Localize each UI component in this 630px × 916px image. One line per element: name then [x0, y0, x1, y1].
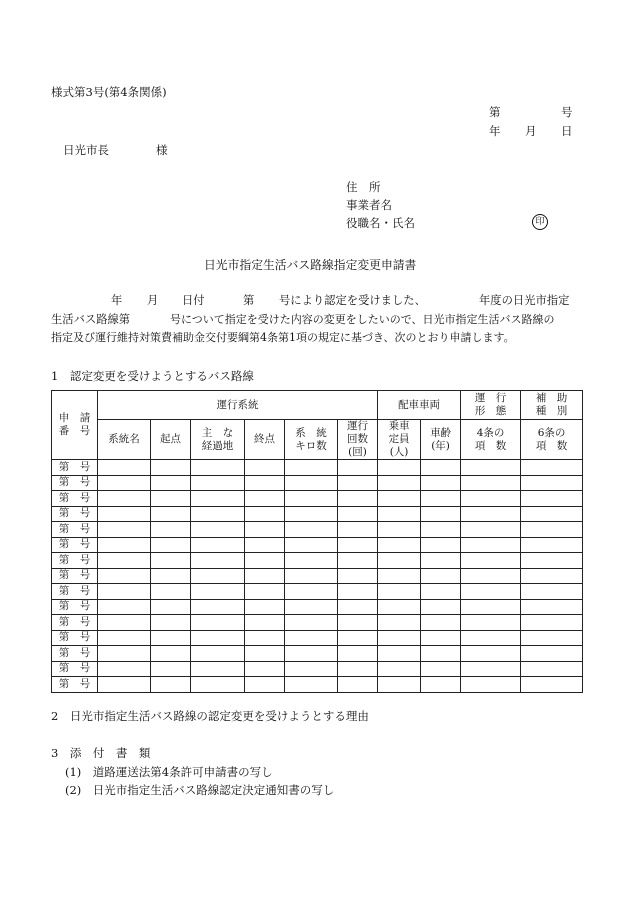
table-cell	[521, 491, 583, 507]
table-cell	[421, 491, 461, 507]
table-row	[52, 537, 583, 553]
table-cell	[285, 615, 338, 631]
section2-heading: 2 日光市指定生活バス路線の認定変更を受けようとする理由	[51, 709, 369, 723]
table-cell	[338, 584, 378, 600]
table-cell	[98, 615, 151, 631]
table-cell	[378, 568, 421, 584]
table-cell	[378, 630, 421, 646]
table-cell	[378, 553, 421, 569]
header-start: 起点	[151, 420, 191, 460]
table-cell	[98, 584, 151, 600]
body-l1a: 年	[111, 294, 123, 307]
table-cell	[461, 568, 521, 584]
row-application-number: 第 号	[52, 599, 98, 615]
table-cell	[461, 475, 521, 491]
row-application-number: 第 号	[52, 661, 98, 677]
body-l1d: 第	[243, 294, 255, 307]
attachment-2: (2) 日光市指定生活バス路線認定決定通知書の写し	[65, 783, 335, 797]
date-month: 月	[525, 124, 537, 138]
table-cell	[378, 615, 421, 631]
table-cell	[151, 615, 191, 631]
body-l3: 指定及び運行維持対策費補助金交付要綱第4条第1項の規定に基づき、次のとおり申請します。	[51, 331, 515, 344]
table-cell	[378, 522, 421, 538]
header-trips: 運行 回数 (回)	[338, 420, 378, 460]
table-cell	[285, 599, 338, 615]
row-application-number: 第 号	[52, 630, 98, 646]
table-cell	[421, 506, 461, 522]
table-cell	[151, 584, 191, 600]
table-cell	[421, 646, 461, 662]
table-cell	[461, 677, 521, 693]
header-route-name: 系統名	[98, 420, 151, 460]
row-application-number: 第 号	[52, 584, 98, 600]
applicant-title-name: 役職名・氏名	[346, 216, 415, 230]
table-cell	[378, 599, 421, 615]
doc-no-dai: 第	[489, 105, 501, 119]
row-application-number: 第 号	[52, 475, 98, 491]
table-cell	[151, 568, 191, 584]
table-row	[52, 584, 583, 600]
table-cell	[98, 553, 151, 569]
body-l2b: 号について指定を受けた内容の変更をしたいので、日光市指定生活バス路線の	[170, 313, 555, 326]
body-l1c: 日付	[182, 294, 205, 307]
table-cell	[98, 568, 151, 584]
table-row	[52, 568, 583, 584]
table-cell	[245, 568, 285, 584]
table-cell	[151, 646, 191, 662]
row-application-number: 第 号	[52, 677, 98, 693]
header-capacity: 乗車 定員 (人)	[378, 420, 421, 460]
doc-no-go: 号	[561, 105, 573, 119]
header-art4: 4条の 項 数	[461, 420, 521, 460]
table-cell	[338, 630, 378, 646]
table-cell	[191, 661, 245, 677]
row-application-number: 第 号	[52, 491, 98, 507]
header-art6: 6条の 項 数	[521, 420, 583, 460]
table-cell	[191, 584, 245, 600]
header-end: 終点	[245, 420, 285, 460]
table-cell	[421, 677, 461, 693]
table-cell	[521, 506, 583, 522]
table-cell	[151, 506, 191, 522]
table-row	[52, 522, 583, 538]
row-application-number: 第 号	[52, 460, 98, 476]
table-cell	[461, 599, 521, 615]
table-cell	[98, 491, 151, 507]
table-cell	[461, 460, 521, 476]
table-cell	[245, 491, 285, 507]
table-cell	[151, 599, 191, 615]
row-application-number: 第 号	[52, 537, 98, 553]
table-cell	[245, 460, 285, 476]
attachment-1: (1) 道路運送法第4条許可申請書の写し	[65, 765, 273, 779]
table-cell	[421, 630, 461, 646]
row-application-number: 第 号	[52, 506, 98, 522]
table-cell	[151, 475, 191, 491]
table-cell	[191, 646, 245, 662]
table-cell	[245, 646, 285, 662]
table-cell	[421, 537, 461, 553]
table-cell	[461, 506, 521, 522]
table-cell	[461, 615, 521, 631]
header-subsidy: 補 助 種 別	[521, 391, 583, 420]
table-row	[52, 630, 583, 646]
table-cell	[285, 568, 338, 584]
table-cell	[378, 677, 421, 693]
table-cell	[151, 522, 191, 538]
table-cell	[521, 475, 583, 491]
table-row	[52, 491, 583, 507]
table-cell	[151, 677, 191, 693]
table-cell	[98, 537, 151, 553]
table-cell	[461, 553, 521, 569]
table-cell	[245, 677, 285, 693]
table-cell	[521, 661, 583, 677]
table-cell	[151, 491, 191, 507]
table-cell	[191, 630, 245, 646]
table-cell	[421, 553, 461, 569]
table-cell	[461, 537, 521, 553]
table-cell	[285, 506, 338, 522]
table-cell	[98, 661, 151, 677]
row-application-number: 第 号	[52, 568, 98, 584]
table-cell	[245, 537, 285, 553]
table-cell	[151, 630, 191, 646]
table-cell	[245, 599, 285, 615]
header-vehicles: 配車車両	[378, 391, 461, 420]
table-cell	[338, 522, 378, 538]
bus-route-table	[51, 390, 583, 693]
document-title: 日光市指定生活バス路線指定変更申請書	[204, 258, 417, 272]
table-row	[52, 661, 583, 677]
table-cell	[285, 677, 338, 693]
table-cell	[191, 522, 245, 538]
table-cell	[378, 506, 421, 522]
table-row	[52, 460, 583, 476]
table-cell	[421, 661, 461, 677]
form-number: 様式第3号(第4条関係)	[51, 85, 167, 99]
table-cell	[338, 491, 378, 507]
table-cell	[378, 584, 421, 600]
section1-heading: 1 認定変更を受けようとするバス路線	[51, 369, 254, 383]
table-cell	[245, 522, 285, 538]
table-cell	[461, 491, 521, 507]
table-cell	[98, 460, 151, 476]
table-row	[52, 506, 583, 522]
body-l1f: 年度の日光市指定	[479, 294, 570, 307]
applicant-address: 住 所	[346, 180, 381, 194]
table-cell	[421, 568, 461, 584]
table-cell	[191, 568, 245, 584]
table-cell	[191, 506, 245, 522]
table-cell	[338, 646, 378, 662]
table-cell	[151, 553, 191, 569]
table-cell	[378, 537, 421, 553]
table-cell	[421, 475, 461, 491]
table-cell	[98, 475, 151, 491]
table-cell	[98, 646, 151, 662]
table-cell	[285, 646, 338, 662]
table-cell	[245, 506, 285, 522]
table-cell	[521, 537, 583, 553]
date-year: 年	[489, 124, 501, 138]
table-cell	[151, 460, 191, 476]
header-app-no: 申 請 番 号	[52, 391, 98, 460]
header-operation: 運 行 形 態	[461, 391, 521, 420]
table-cell	[285, 460, 338, 476]
table-cell	[338, 537, 378, 553]
table-cell	[338, 475, 378, 491]
header-route-system: 運行系統	[98, 391, 378, 420]
applicant-business: 事業者名	[346, 198, 392, 212]
header-km: 系 統 キロ数	[285, 420, 338, 460]
table-cell	[285, 661, 338, 677]
table-cell	[421, 522, 461, 538]
table-cell	[191, 491, 245, 507]
table-row	[52, 615, 583, 631]
table-cell	[285, 537, 338, 553]
header-age: 車齢 (年)	[421, 420, 461, 460]
table-cell	[191, 677, 245, 693]
table-cell	[151, 537, 191, 553]
seal-icon: 印	[532, 214, 548, 230]
table-cell	[338, 460, 378, 476]
table-cell	[285, 584, 338, 600]
table-cell	[521, 677, 583, 693]
table-cell	[191, 553, 245, 569]
table-cell	[285, 491, 338, 507]
table-cell	[461, 522, 521, 538]
table-row	[52, 677, 583, 693]
table-cell	[461, 661, 521, 677]
table-cell	[521, 568, 583, 584]
table-cell	[191, 599, 245, 615]
table-cell	[285, 553, 338, 569]
table-cell	[521, 646, 583, 662]
table-cell	[245, 661, 285, 677]
table-cell	[338, 553, 378, 569]
section3-heading: 3 添 付 書 類	[51, 746, 151, 760]
table-cell	[285, 475, 338, 491]
table-cell	[245, 475, 285, 491]
table-cell	[151, 661, 191, 677]
table-cell	[521, 584, 583, 600]
table-cell	[338, 677, 378, 693]
row-application-number: 第 号	[52, 522, 98, 538]
table-cell	[461, 646, 521, 662]
table-cell	[421, 615, 461, 631]
body-l2a: 生活バス路線第	[51, 313, 131, 326]
table-cell	[98, 677, 151, 693]
table-cell	[521, 615, 583, 631]
table-cell	[338, 661, 378, 677]
table-cell	[98, 630, 151, 646]
table-cell	[521, 553, 583, 569]
row-application-number: 第 号	[52, 615, 98, 631]
table-cell	[191, 615, 245, 631]
table-row	[52, 599, 583, 615]
table-cell	[98, 506, 151, 522]
table-cell	[191, 537, 245, 553]
table-cell	[378, 646, 421, 662]
table-cell	[245, 553, 285, 569]
table-cell	[98, 522, 151, 538]
table-cell	[378, 491, 421, 507]
table-cell	[421, 584, 461, 600]
table-cell	[378, 460, 421, 476]
table-cell	[191, 475, 245, 491]
table-cell	[378, 475, 421, 491]
table-cell	[338, 615, 378, 631]
table-cell	[521, 630, 583, 646]
table-row	[52, 475, 583, 491]
row-application-number: 第 号	[52, 553, 98, 569]
table-cell	[338, 568, 378, 584]
table-cell	[521, 522, 583, 538]
table-cell	[245, 630, 285, 646]
table-row	[52, 646, 583, 662]
addressee-honorific: 様	[156, 143, 168, 157]
table-cell	[98, 599, 151, 615]
table-cell	[521, 599, 583, 615]
table-cell	[461, 584, 521, 600]
body-l1e: 号により認定を受けました、	[279, 294, 426, 307]
table-cell	[285, 630, 338, 646]
table-cell	[421, 460, 461, 476]
table-cell	[285, 522, 338, 538]
table-cell	[245, 584, 285, 600]
table-cell	[378, 661, 421, 677]
table-row	[52, 553, 583, 569]
body-l1b: 月	[147, 294, 159, 307]
date-day: 日	[561, 124, 573, 138]
header-via: 主 な 経過地	[191, 420, 245, 460]
table-cell	[245, 615, 285, 631]
row-application-number: 第 号	[52, 646, 98, 662]
table-cell	[338, 599, 378, 615]
table-cell	[521, 460, 583, 476]
table-cell	[461, 630, 521, 646]
table-cell	[338, 506, 378, 522]
addressee-name: 日光市長	[63, 143, 109, 157]
table-cell	[421, 599, 461, 615]
table-cell	[191, 460, 245, 476]
